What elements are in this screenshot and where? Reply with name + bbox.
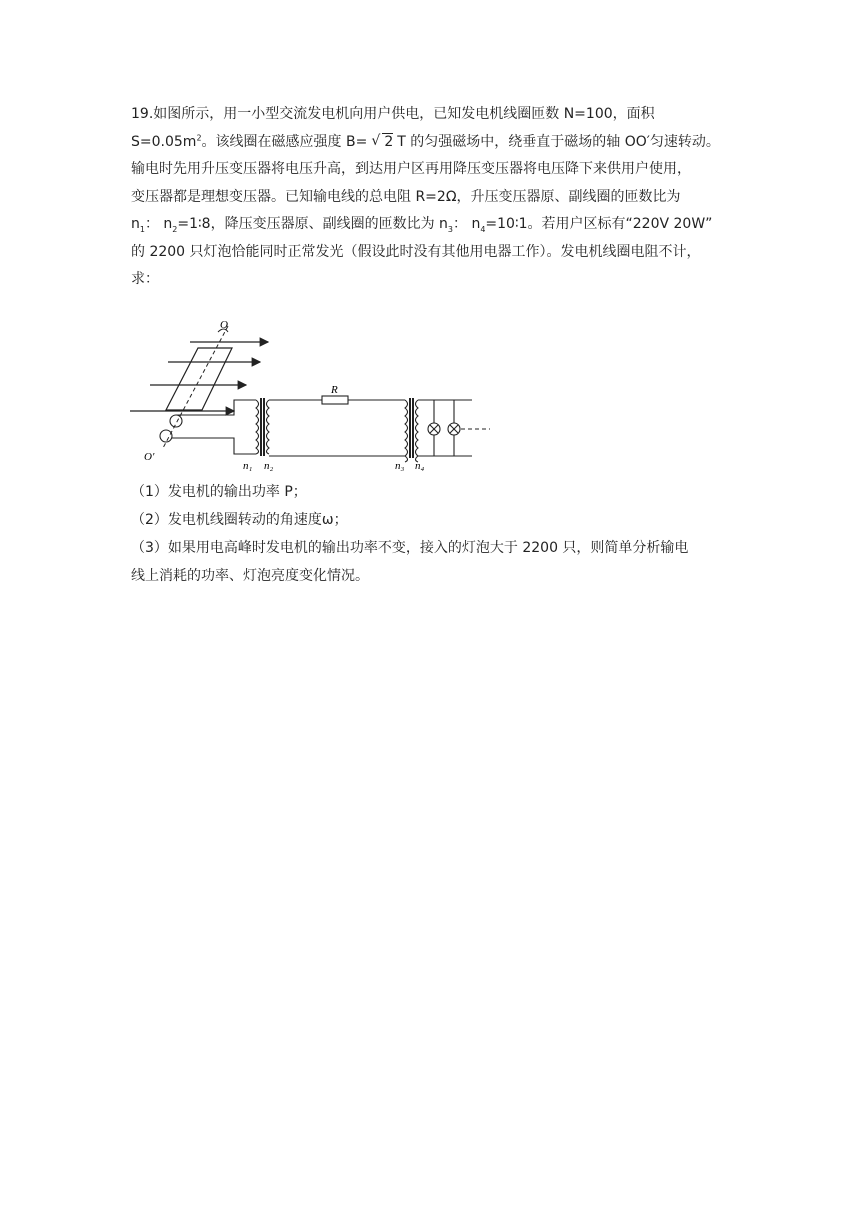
load-circuit — [418, 400, 490, 456]
problem-text — [131, 101, 741, 294]
problem-line-7: 求： — [131, 271, 159, 287]
secondary-coil-n2 — [267, 400, 270, 454]
transmission-lines — [269, 396, 405, 456]
n1-symbol: n — [131, 216, 140, 232]
problem-line-3: 输电时先用升压变压器将电压升高，到达用户区再用降压变压器将电压降下来供用户使用， — [131, 161, 691, 177]
n4-subscript: 4 — [480, 224, 486, 234]
question-3-continued: 线上消耗的功率、灯泡亮度变化情况。 — [131, 568, 369, 584]
sqrt-argument: 2 — [384, 133, 394, 150]
label-o: O — [220, 319, 228, 331]
primary-coil-n3 — [405, 400, 408, 462]
ratio-text-2: =10∶1。若用户区标有“220V 20W” — [485, 216, 713, 232]
circuit-figure — [130, 318, 492, 472]
step-down-transformer — [405, 398, 418, 462]
ratio-sep-2: ： n — [453, 216, 481, 232]
circuit-diagram — [130, 318, 492, 472]
label-n2: n₂ — [264, 460, 274, 472]
label-n1: n₁ — [243, 460, 253, 472]
ratio-sep-1: ： n — [144, 216, 173, 232]
area-text: S=0.05m — [131, 133, 197, 150]
problem-line-2 — [131, 129, 741, 157]
rotation-axis — [163, 326, 228, 448]
problem-line-4: 变压器都是理想变压器。已知输电线的总电阻 R=2Ω，升压变压器原、副线圈的匝数比为 — [131, 188, 681, 205]
sqrt-symbol: √ — [371, 132, 381, 149]
field-rest-text: T 的匀强磁场中，绕垂直于磁场的轴 OO′匀速转动。 — [397, 133, 720, 150]
area-exponent: 2 — [196, 132, 202, 142]
label-n3: n₃ — [395, 460, 405, 472]
label-r: R — [331, 384, 338, 396]
problem-line-6: 的 2200 只灯泡恰能同时正常发光（假设此时没有其他用电器工作）。发电机线圈电阻不计， — [131, 243, 701, 260]
lead-top — [176, 400, 256, 415]
step-up-transformer — [256, 398, 269, 456]
lead-bottom — [172, 438, 256, 454]
problem-line-5 — [131, 211, 741, 239]
question-3: （3）如果用电高峰时发电机的输出功率不变，接入的灯泡大于 2200 只，则简单分析输电 — [131, 540, 689, 556]
problem-line-1: 19.如图所示，用一小型交流发电机向用户供电，已知发电机线圈匝数 N=100，面积 — [131, 106, 655, 122]
primary-coil-n1 — [256, 400, 259, 454]
question-2: （2）发电机线圈转动的角速度ω； — [131, 512, 348, 528]
secondary-coil-n4 — [416, 400, 419, 462]
label-n4: n₄ — [415, 460, 425, 472]
question-list — [131, 478, 741, 590]
magnetic-field-lines — [130, 342, 268, 411]
slip-ring-bottom — [160, 430, 172, 442]
slip-ring-top — [170, 415, 182, 427]
resistor-r — [322, 396, 348, 404]
coil-loop — [166, 348, 232, 410]
label-o-prime: O′ — [144, 451, 155, 463]
ratio-text-1: =1∶8，降压变压器原、副线圈的匝数比为 n — [177, 216, 448, 232]
question-1: （1）发电机的输出功率 P； — [131, 484, 307, 500]
sqrt-expression — [371, 129, 393, 157]
field-text: 。该线圈在磁感应强度 B= — [201, 133, 368, 150]
n2-subscript: 2 — [172, 224, 178, 234]
n1-subscript: 1 — [139, 224, 145, 234]
n3-subscript: 3 — [447, 224, 453, 234]
